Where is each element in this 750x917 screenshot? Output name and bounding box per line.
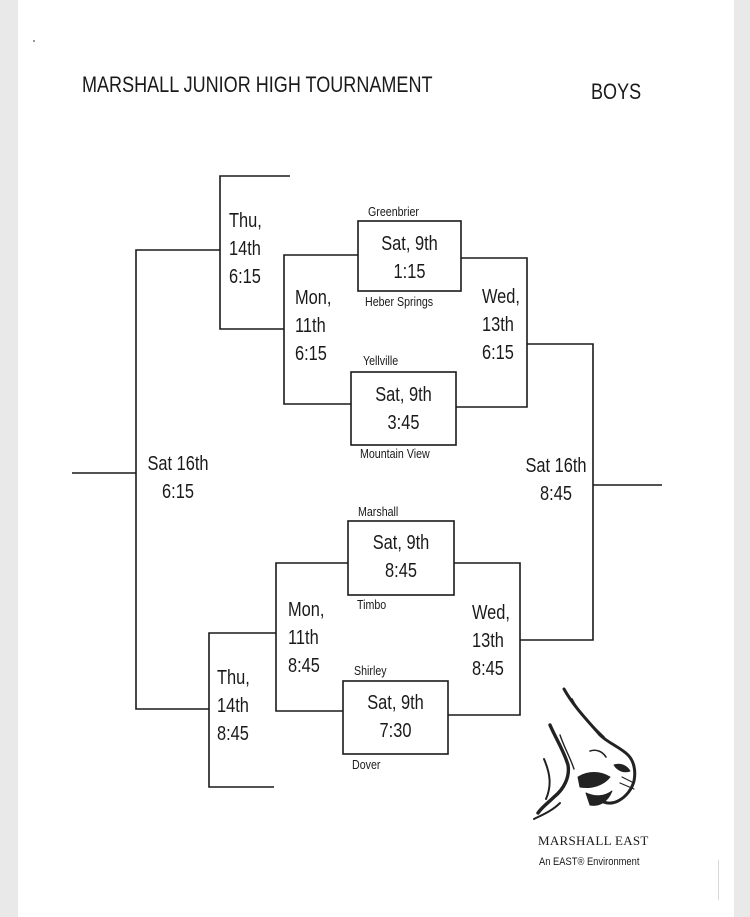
team-mountain-view: Mountain View <box>360 446 430 461</box>
final-left-time: 6:15 <box>162 481 194 503</box>
team-greenbrier: Greenbrier <box>368 204 419 219</box>
winner-top-date: 13th <box>482 314 514 336</box>
winner-bottom-slot <box>472 599 510 683</box>
winner-bottom-day: Wed, <box>472 602 510 624</box>
game-2-slot <box>360 381 446 437</box>
winner-top-time: 6:15 <box>482 342 514 364</box>
loser-bottom-slot <box>288 596 324 680</box>
final-right-time: 8:45 <box>540 483 572 505</box>
consolation-bottom-slot <box>217 664 250 748</box>
game-3-day: Sat, 9th <box>372 532 430 554</box>
winner-bottom-date: 13th <box>472 630 504 652</box>
game-4-slot <box>352 689 438 745</box>
game-1-time: 1:15 <box>393 261 426 283</box>
logo-name: MARSHALL EAST <box>538 833 649 848</box>
game-4-time: 7:30 <box>379 720 412 742</box>
division-label: BOYS <box>591 79 642 104</box>
game-1-slot <box>367 230 451 286</box>
game-2-day: Sat, 9th <box>375 384 432 406</box>
consolation-bottom-day: Thu, <box>217 667 250 689</box>
loser-bottom-date: 11th <box>288 627 319 649</box>
consolation-top-date: 14th <box>229 238 261 260</box>
loser-top-day: Mon, <box>295 287 332 309</box>
winner-top-slot <box>482 283 520 367</box>
team-marshall: Marshall <box>358 504 399 519</box>
team-yellville: Yellville <box>363 353 399 368</box>
page-title: MARSHALL JUNIOR HIGH TOURNAMENT <box>82 72 433 97</box>
winner-top-day: Wed, <box>482 286 520 308</box>
game-3-slot <box>358 529 445 585</box>
bobcat-icon <box>530 685 650 825</box>
game-3-time: 8:45 <box>385 560 417 582</box>
consolation-top-time: 6:15 <box>229 266 261 288</box>
final-left-slot <box>137 450 219 506</box>
loser-bottom-day: Mon, <box>288 599 325 621</box>
game-4-day: Sat, 9th <box>367 692 424 714</box>
final-left-day: Sat 16th <box>147 453 209 475</box>
loser-top-time: 6:15 <box>295 343 327 365</box>
team-shirley: Shirley <box>354 663 387 678</box>
game-2-time: 3:45 <box>387 412 420 434</box>
consolation-top-slot <box>229 207 262 291</box>
loser-top-date: 11th <box>295 315 326 337</box>
team-timbo: Timbo <box>357 597 387 612</box>
final-right-slot <box>515 452 597 508</box>
loser-top-slot <box>295 284 331 368</box>
loser-bottom-time: 8:45 <box>288 655 320 677</box>
winner-bottom-time: 8:45 <box>472 658 504 680</box>
consolation-bottom-time: 8:45 <box>217 723 249 745</box>
consolation-bottom-date: 14th <box>217 695 249 717</box>
consolation-top-day: Thu, <box>229 210 262 232</box>
final-right-day: Sat 16th <box>525 455 587 477</box>
game-1-day: Sat, 9th <box>381 233 438 255</box>
logo-tagline: An EAST® Environment <box>539 856 640 868</box>
team-heber-springs: Heber Springs <box>365 294 434 309</box>
team-dover: Dover <box>352 757 381 772</box>
